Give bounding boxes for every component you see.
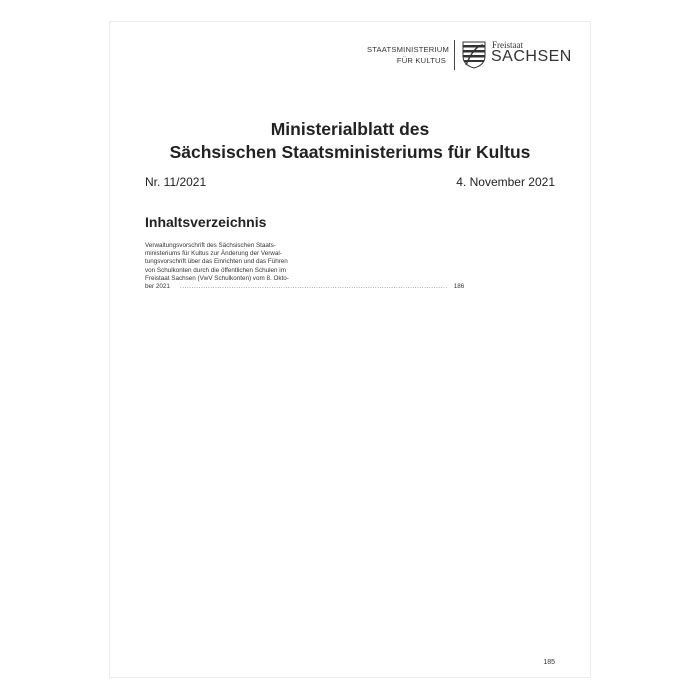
toc-page-number: 186 [453, 283, 465, 291]
toc-entry-line: tungsvorschrift über das Einrichten und das Führen [145, 258, 288, 266]
toc-entry-line: ber 2021 [145, 283, 170, 291]
toc-entry-text [145, 242, 315, 283]
toc-entry-line: Verwaltungsvorschrift des Sächsischen Staats- [145, 242, 276, 249]
toc-leader-dots: .................................................................................................................. [179, 283, 448, 291]
toc-heading: Inhaltsverzeichnis [145, 214, 267, 230]
toc-entry-line: von Schulkonten durch die öffentlichen Schulen im [145, 266, 286, 274]
toc-entry-last-line [145, 283, 465, 291]
document-title [145, 118, 555, 164]
title-line-1: Ministerialblatt des [270, 119, 430, 139]
title-line-2: Sächsischen Staatsministeriums für Kultus [169, 142, 531, 162]
ministry-line-1: STAATSMINISTERIUM [367, 45, 450, 54]
state-label-small: Freistaat [492, 40, 523, 50]
page-number: 185 [543, 659, 555, 666]
saxony-crest-icon [462, 41, 486, 69]
toc-entry-line: ministeriums für Kultus zur Änderung der Verwal- [145, 250, 282, 258]
logo-divider [454, 40, 455, 70]
toc-entry[interactable] [145, 242, 465, 291]
ministry-line-2: FÜR KULTUS [396, 56, 446, 65]
toc-entry-line: Freistaat Sachsen (VwV Schulkonten) vom 8. Okto- [145, 274, 289, 282]
ministry-name [367, 44, 450, 66]
issue-date: 4. November 2021 [456, 175, 555, 189]
state-label-large: SACHSEN [491, 48, 572, 65]
issue-number: Nr. 11/2021 [145, 175, 207, 189]
